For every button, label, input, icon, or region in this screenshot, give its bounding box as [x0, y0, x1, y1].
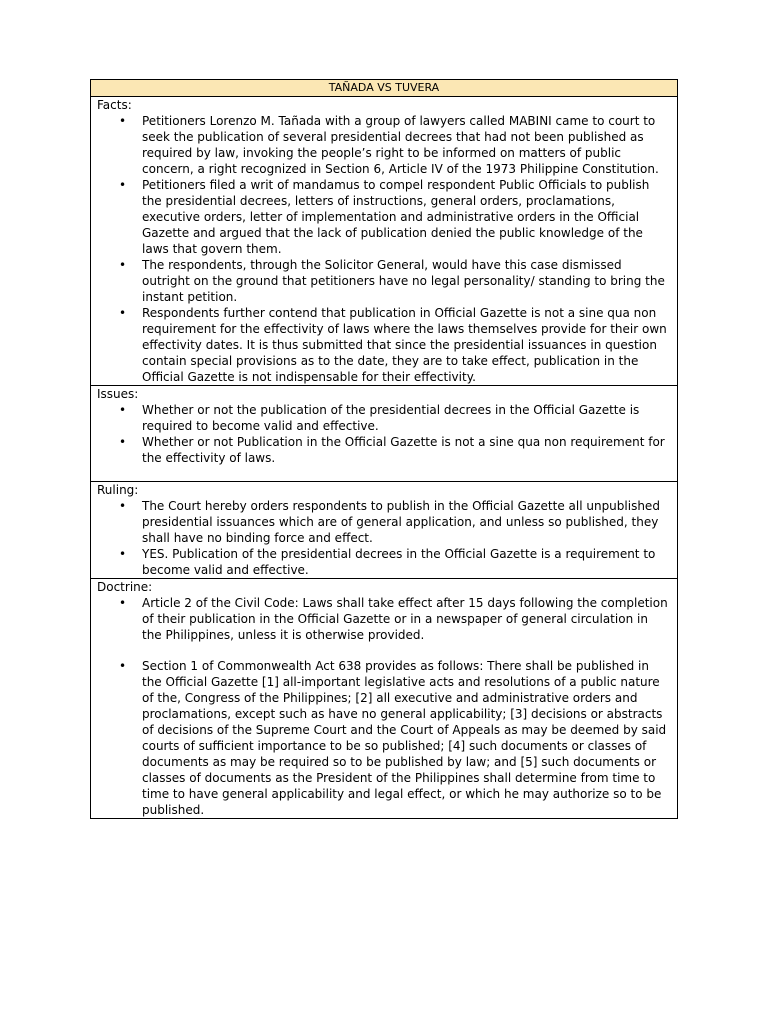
issues-label: Issues:: [97, 387, 139, 401]
doctrine-item-text: Article 2 of the Civil Code: Laws shall take effect after 15 days following the completion of their publication in the Official Gazette or in a newspaper of general circulation in the Philippines, unless it is otherwise provided.: [142, 596, 668, 642]
bullet-icon: •: [119, 435, 127, 449]
ruling-item: [91, 498, 677, 546]
ruling-item: [91, 546, 677, 578]
facts-item-text: Petitioners Lorenzo M. Tañada with a group of lawyers called MABINI came to court to seek the publication of several presidential decrees that had not been published as required by law, invoking the people’s right to be informed on matters of public concern, a right recognized in Section 6, Article IV of the 1973 Philippine Constitution.: [142, 114, 659, 176]
facts-item: [91, 177, 677, 257]
title-cell: [91, 80, 678, 97]
ruling-row: [91, 482, 678, 579]
ruling-item-text: YES. Publication of the presidential decrees in the Official Gazette is a requirement to become valid and effective.: [142, 547, 656, 577]
document-page: [90, 79, 678, 819]
facts-label: Facts:: [97, 98, 132, 112]
bullet-icon: •: [119, 547, 127, 561]
ruling-cell: [91, 482, 678, 579]
issues-item: [91, 402, 677, 434]
doctrine-label: Doctrine:: [97, 580, 153, 594]
bullet-icon: •: [119, 659, 127, 673]
facts-cell: [91, 97, 678, 386]
doctrine-cell: [91, 579, 678, 819]
issues-item-text: Whether or not the publication of the presidential decrees in the Official Gazette is required to become valid and effective.: [142, 403, 640, 433]
facts-row: [91, 97, 678, 386]
doctrine-item: [91, 658, 677, 818]
bullet-icon: •: [119, 258, 127, 272]
title-row: [91, 80, 678, 97]
bullet-icon: •: [119, 178, 127, 192]
case-digest-table: [90, 79, 678, 819]
doctrine-list: [91, 595, 677, 818]
bullet-icon: •: [119, 499, 127, 513]
bullet-icon: •: [119, 596, 127, 610]
facts-item: [91, 257, 677, 305]
issues-item: [91, 434, 677, 466]
issues-item-text: Whether or not Publication in the Official Gazette is not a sine qua non requirement for the effectivity of laws.: [142, 435, 665, 465]
facts-item-text: Respondents further contend that publication in Official Gazette is not a sine qua non requirement for the effectivity of laws where the laws themselves provide for their own effectivity dates. It is thus submitted that since the presidential issuances in question contain special provisions as to the date, they are to take effect, publication in the Official Gazette is not indispensable for their effectivity.: [142, 306, 667, 384]
facts-item-text: Petitioners filed a writ of mandamus to compel respondent Public Officials to publish the presidential decrees, letters of instructions, general orders, proclamations, executive orders, letter of implementation and administrative orders in the Official Gazette and argued that the lack of publication denied the public knowledge of the laws that govern them.: [142, 178, 650, 256]
ruling-label: Ruling:: [97, 483, 139, 497]
ruling-item-text: The Court hereby orders respondents to publish in the Official Gazette all unpublished presidential issuances which are of general application, and unless so published, they shall have no binding force and effect.: [142, 499, 660, 545]
doctrine-item: [91, 595, 677, 643]
facts-item: [91, 305, 677, 385]
facts-item-text: The respondents, through the Solicitor General, would have this case dismissed outright on the ground that petitioners have no legal personality/ standing to bring the instant petition.: [142, 258, 665, 304]
issues-cell: [91, 386, 678, 482]
case-title: TAÑADA VS TUVERA: [328, 81, 440, 94]
facts-list: [91, 113, 677, 385]
bullet-icon: •: [119, 114, 127, 128]
doctrine-row: [91, 579, 678, 819]
ruling-list: [91, 498, 677, 578]
doctrine-item-text: Section 1 of Commonwealth Act 638 provides as follows: There shall be published in the Official Gazette [1] all-important legislative acts and resolutions of a public nature of the, Congress of the Philippines; [2] all executive and administrative orders and proclamations, except such as have no general applicability; [3] decisions or abstracts of decisions of the Supreme Court and the Court of Appeals as may be deemed by said courts of sufficient importance to be so published; [4] such documents or classes of documents as may be required so to be published by law; and [5] such documents or classes of documents as the President of the Philippines shall determine from time to time to have general applicability and legal effect, or which he may authorize so to be published.: [142, 659, 667, 817]
issues-row: [91, 386, 678, 482]
issues-list: [91, 402, 677, 466]
bullet-icon: •: [119, 403, 127, 417]
facts-item: [91, 113, 677, 177]
bullet-icon: •: [119, 306, 127, 320]
